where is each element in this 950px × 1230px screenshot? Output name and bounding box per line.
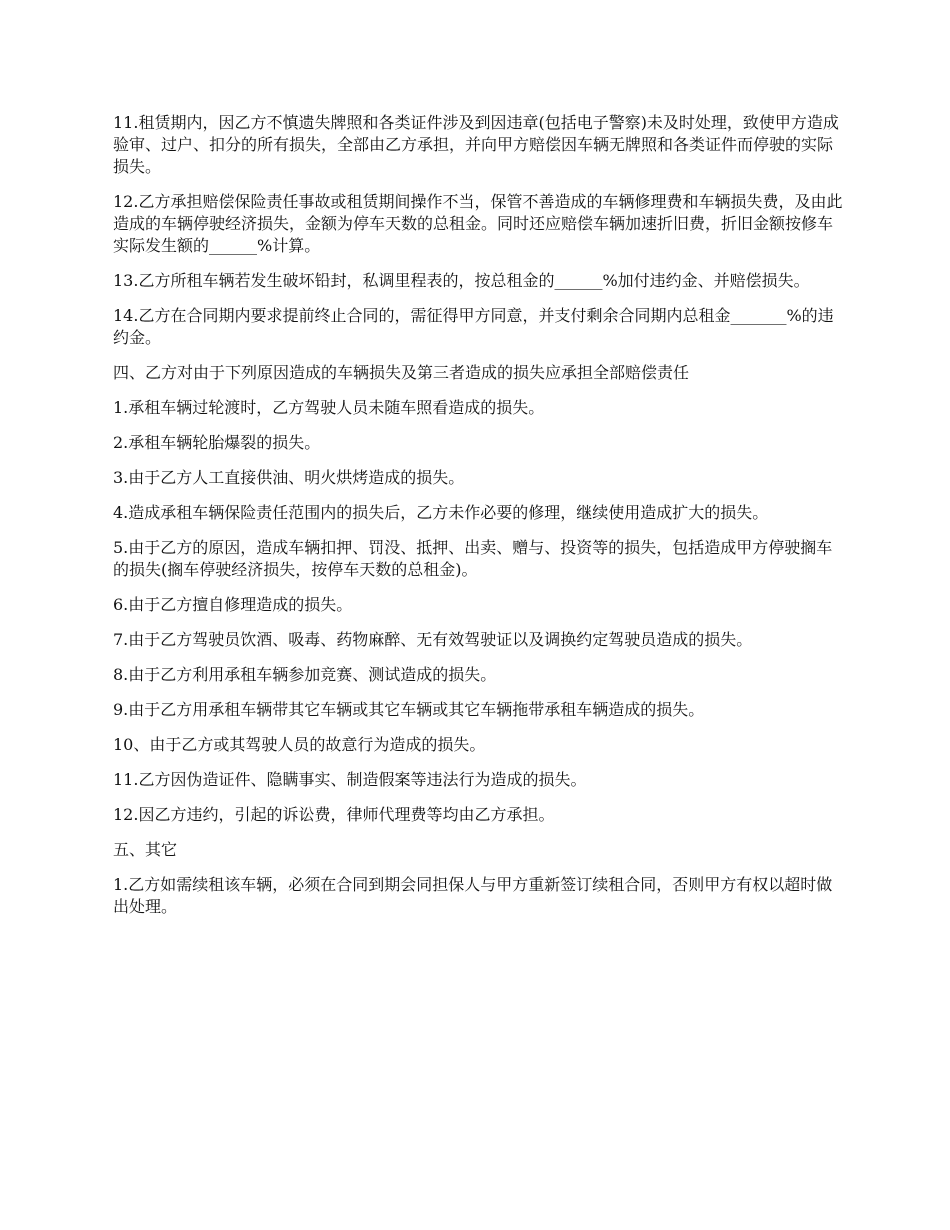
clause-14-early-termination: 14.乙方在合同期内要求提前终止合同的，需征得甲方同意，并支付剩余合同期内总租金_______%的违约金。 [113, 306, 834, 347]
document-body [113, 112, 848, 931]
section-4-item-3: 3.由于乙方人工直接供油、明火烘烤造成的损失。 [113, 468, 465, 487]
section-4-item-4: 4.造成承租车辆保险责任范围内的损失后，乙方未作必要的修理，继续使用造成扩大的损失。 [113, 503, 769, 522]
section-4-item-7: 7.由于乙方驾驶员饮酒、吸毒、药物麻醉、无有效驾驶证以及调换约定驾驶员造成的损失。 [113, 630, 753, 649]
section-4-heading: 四、乙方对由于下列原因造成的车辆损失及第三者造成的损失应承担全部赔偿责任 [113, 363, 690, 382]
section-5-heading: 五、其它 [113, 840, 178, 859]
section-5-item-1: 1.乙方如需续租该车辆，必须在合同到期会同担保人与甲方重新签订续租合同，否则甲方有权以超时做出处理。 [113, 875, 833, 916]
clause-12-insurance-liability: 12.乙方承担赔偿保险责任事故或租赁期间操作不当，保管不善造成的车辆修理费和车辆损失费，及由此造成的车辆停驶经济损失，金额为停车天数的总租金。同时还应赔偿车辆加速折旧费，折旧金额按修车实际发生额的______%计算。 [113, 192, 843, 255]
section-4-item-10: 10、由于乙方或其驾驶人员的故意行为造成的损失。 [113, 735, 486, 754]
section-4-item-2: 2.承租车辆轮胎爆裂的损失。 [113, 433, 321, 452]
section-4-item-1: 1.承租车辆过轮渡时，乙方驾驶人员未随车照看造成的损失。 [113, 398, 545, 417]
section-4-item-6: 6.由于乙方擅自修理造成的损失。 [113, 595, 353, 614]
section-4-item-8: 8.由于乙方利用承租车辆参加竞赛、测试造成的损失。 [113, 665, 497, 684]
section-4-item-5: 5.由于乙方的原因，造成车辆扣押、罚没、抵押、出卖、赠与、投资等的损失，包括造成甲方停驶搁车的损失(搁车停驶经济损失，按停车天数的总租金)。 [113, 538, 833, 579]
clause-11-lost-license: 11.租赁期内，因乙方不慎遗失牌照和各类证件涉及到因违章(包括电子警察)未及时处理，致使甲方造成验审、过户、扣分的所有损失，全部由乙方承担，并向甲方赔偿因车辆无牌照和各类证件而停驶的实际损失。 [113, 113, 839, 176]
section-4-item-9: 9.由于乙方用承租车辆带其它车辆或其它车辆或其它车辆拖带承租车辆造成的损失。 [113, 700, 705, 719]
section-4-item-12: 12.因乙方违约，引起的诉讼费，律师代理费等均由乙方承担。 [113, 805, 555, 824]
clause-13-seal-tampering: 13.乙方所租车辆若发生破坏铅封，私调里程表的，按总租金的______%加付违约金、并赔偿损失。 [113, 271, 810, 290]
section-4-item-11: 11.乙方因伪造证件、隐瞒事实、制造假案等违法行为造成的损失。 [113, 770, 587, 789]
